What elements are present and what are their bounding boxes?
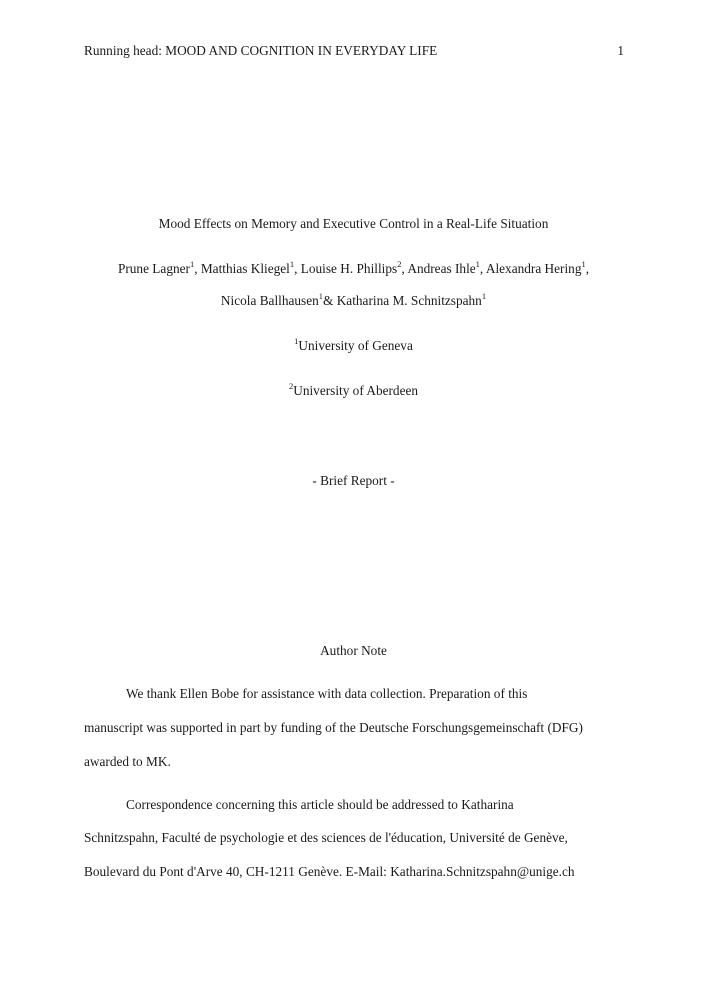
author-affiliation-marker: 2 (397, 259, 402, 269)
author-affiliation-marker: 1 (289, 259, 295, 269)
email-link[interactable]: Katharina.Schnitzspahn@unige.ch (390, 864, 575, 879)
author-note-paragraph-1-line: awarded to MK. (84, 754, 171, 769)
author-separator: & (323, 293, 337, 308)
affiliation (0, 338, 707, 354)
author-separator: , (585, 261, 590, 276)
author-note-paragraph-1-line: We thank Ellen Bobe for assistance with data collection. Preparation of this (126, 686, 528, 701)
affiliation-number: 2 (288, 381, 294, 391)
author-affiliation-marker: 1 (481, 291, 487, 301)
author-affiliation-marker: 1 (189, 259, 195, 269)
author-separator: , (479, 261, 486, 276)
author-list-line-2 (0, 293, 707, 309)
author-affiliation-marker: 1 (318, 291, 324, 301)
author-affiliation-marker: 1 (581, 259, 586, 269)
author-name: Nicola Ballhausen (220, 293, 319, 308)
author-name: Louise H. Phillips (300, 261, 398, 276)
address-text: Boulevard du Pont d'Arve 40, CH-1211 Genève. E-Mail: (84, 864, 391, 879)
author-separator: , (194, 261, 201, 276)
affiliation-number: 1 (294, 336, 299, 346)
author-name: Matthias Kliegel (200, 261, 290, 276)
author-affiliation-marker: 1 (475, 259, 480, 269)
author-name: Prune Lagner (117, 261, 190, 276)
author-list-line-1 (0, 261, 707, 277)
author-note-paragraph-2-line: Correspondence concerning this article should be addressed to Katharina (126, 797, 514, 812)
author-separator: , (294, 261, 301, 276)
affiliation (0, 383, 707, 399)
author-name: Alexandra Hering (485, 261, 582, 276)
author-name: Andreas Ihle (407, 261, 476, 276)
author-note-paragraph-2-line: Schnitzspahn, Faculté de psychologie et des sciences de l'éducation, Université de Genève, (84, 830, 568, 845)
author-separator: , (401, 261, 408, 276)
author-note-heading: Author Note (320, 643, 387, 658)
affiliation-name: University of Aberdeen (293, 383, 419, 398)
report-type: - Brief Report - (312, 473, 395, 488)
affiliation-name: University of Geneva (298, 338, 413, 353)
page-number: 1 (617, 43, 624, 58)
paper-title: Mood Effects on Memory and Executive Control in a Real-Life Situation (158, 216, 549, 231)
author-note-paragraph-2-line (84, 864, 575, 880)
author-name: Katharina M. Schnitzspahn (336, 293, 482, 308)
running-head: Running head: MOOD AND COGNITION IN EVERYDAY LIFE (84, 43, 438, 58)
author-note-paragraph-1-line: manuscript was supported in part by funding of the Deutsche Forschungsgemeinschaft (DFG) (84, 720, 583, 735)
